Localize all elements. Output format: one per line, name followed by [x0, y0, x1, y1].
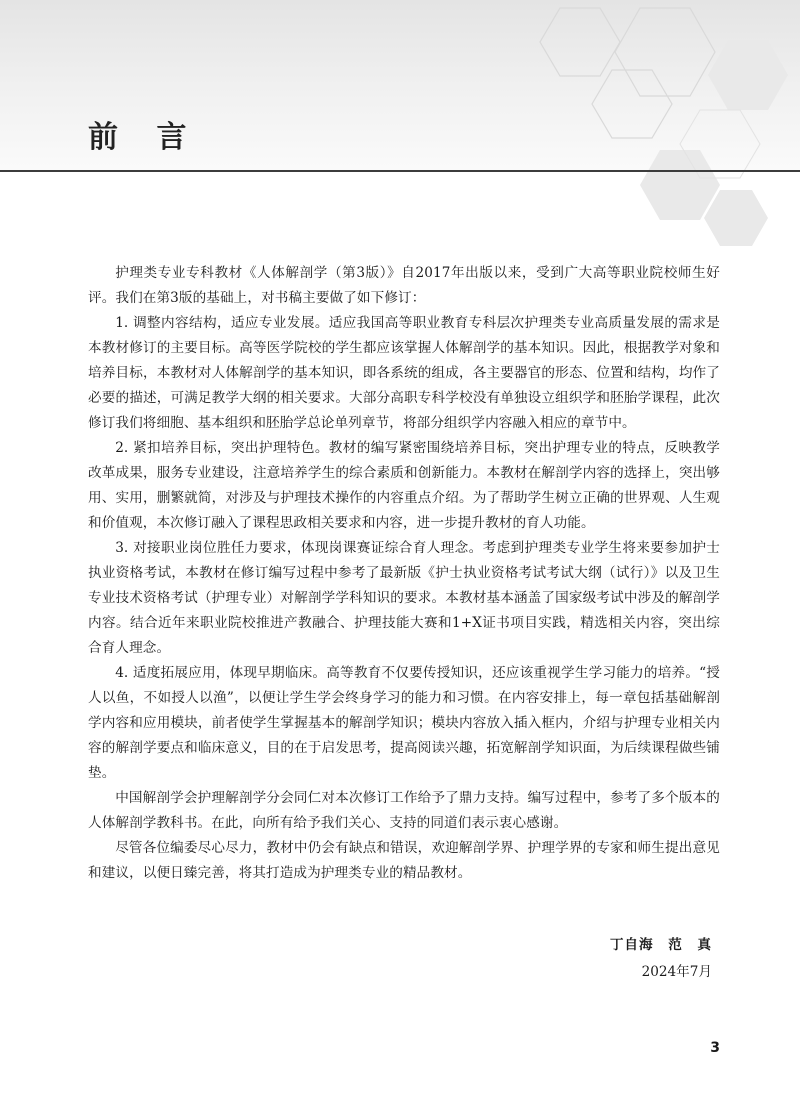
paragraph-intro: 护理类专业专科教材《人体解剖学（第3版）》自2017年出版以来，受到广大高等职业院校师生好评。我们在第3版的基础上，对书稿主要做了如下修订： [88, 265, 720, 306]
signature-date: 2024年7月 [641, 964, 712, 980]
hexagon-shape [704, 190, 768, 246]
hexagon-shape [640, 150, 720, 220]
signature [610, 932, 712, 986]
hexagon-outline [615, 8, 715, 96]
paragraph-closing: 尽管各位编委尽心尽力，教材中仍会有缺点和错误，欢迎解剖学界、护理学界的专家和师生提出意见和建议，以便日臻完善，将其打造成为护理类专业的精品教材。 [88, 840, 720, 881]
paragraph-item-2: 2. 紧扣培养目标，突出护理特色。教材的编写紧密围绕培养目标，突出护理专业的特点，反映教学改革成果，服务专业建设，注意培养学生的综合素质和创新能力。本教材在解剖学内容的选择上，突出够用、实用，删繁就简，对涉及与护理技术操作的内容重点介绍。为了帮助学生树立正确的世界观、人生观和价值观，本次修订融入了课程思政相关要求和内容，进一步提升教材的育人功能。 [88, 440, 720, 531]
hexagon-outline [540, 8, 620, 76]
hexagon-shape [708, 40, 788, 110]
body-text [88, 261, 720, 886]
paragraph-thanks: 中国解剖学会护理解剖学分会同仁对本次修订工作给予了鼎力支持。编写过程中，参考了多个版本的人体解剖学教科书。在此，向所有给予我们关心、支持的同道们表示衷心感谢。 [88, 790, 720, 831]
paragraph-item-1: 1. 调整内容结构，适应专业发展。适应我国高等职业教育专科层次护理类专业高质量发展的需求是本教材修订的主要目标。高等医学院校的学生都应该掌握人体解剖学的基本知识。因此，根据教学对象和培养目标，本教材对人体解剖学的基本知识，即各系统的组成，各主要器官的形态、位置和结构，均作了必要的描述，可满足教学大纲的相关要求。大部分高职专科学校没有单独设立组织学和胚胎学课程，此次修订我们将细胞、基本组织和胚胎学总论单列章节，将部分组织学内容融入相应的章节中。 [88, 315, 720, 431]
paragraph-item-3: 3. 对接职业岗位胜任力要求，体现岗课赛证综合育人理念。考虑到护理类专业学生将来要参加护士执业资格考试，本教材在修订编写过程中参考了最新版《护士执业资格考试考试大纲（试行）》以及卫生专业技术资格考试（护理专业）对解剖学学科知识的要求。本教材基本涵盖了国家级考试中涉及的解剖学内容。结合近年来职业院校推进产教融合、护理技能大赛和1+X证书项目实践，精选相关内容，突出综合育人理念。 [88, 540, 720, 656]
page-title: 前 言 [88, 120, 201, 155]
hexagon-outline [592, 70, 672, 138]
paragraph-item-4: 4. 适度拓展应用，体现早期临床。高等教育不仅要传授知识，还应该重视学生学习能力的培养。“授人以鱼，不如授人以渔”，以便让学生学会终身学习的能力和习惯。在内容安排上，每一章包括基础解剖学内容和应用模块，前者使学生掌握基本的解剖学知识；模块内容放入插入框内，介绍与护理专业相关内容的解剖学要点和临床意义，目的在于启发思考，提高阅读兴趣，拓宽解剖学知识面，为后续课程做些铺垫。 [88, 665, 720, 781]
signature-authors: 丁自海 范 真 [609, 937, 712, 953]
page-number: 3 [710, 1040, 720, 1056]
header-rule [0, 170, 800, 172]
